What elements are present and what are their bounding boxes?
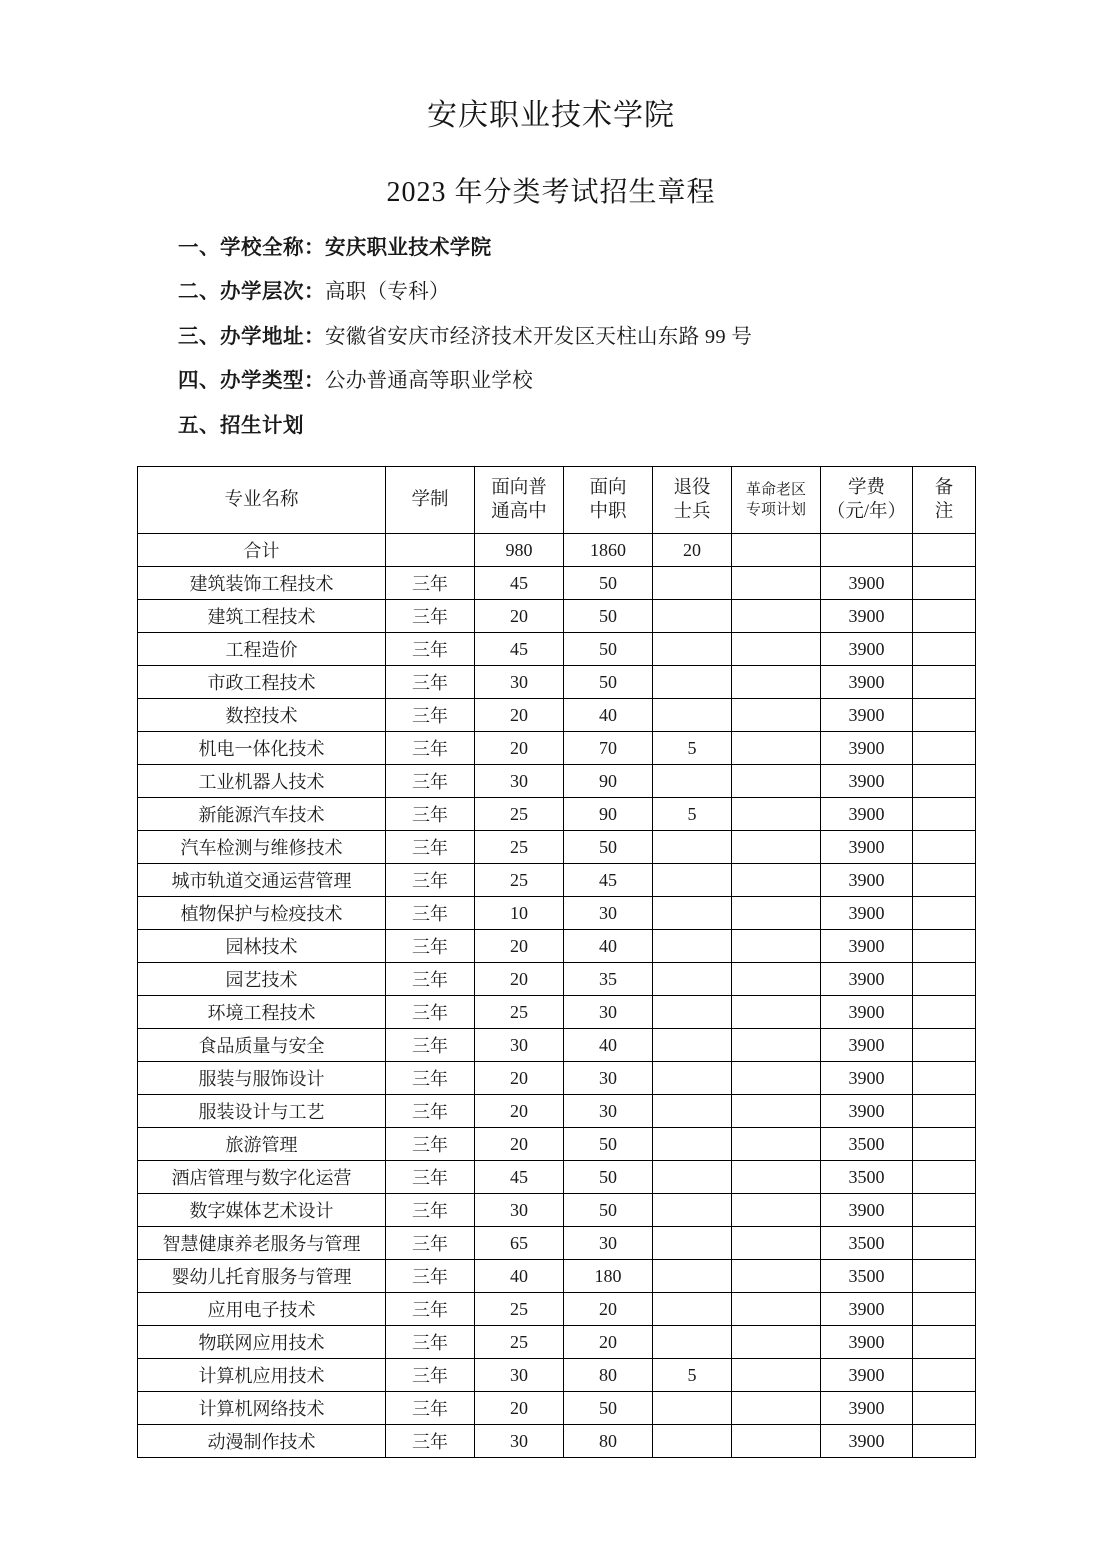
table-row <box>138 1326 976 1359</box>
cell-major: 新能源汽车技术 <box>138 798 386 831</box>
cell-general_high: 20 <box>475 1062 564 1095</box>
cell-length: 三年 <box>386 666 475 699</box>
cell-fee: 3900 <box>821 1326 913 1359</box>
table-header-cell-5: 革命老区 专项计划 <box>732 467 821 534</box>
cell-major: 城市轨道交通运营管理 <box>138 864 386 897</box>
cell-major: 数控技术 <box>138 699 386 732</box>
cell-soldier: 5 <box>653 1359 732 1392</box>
cell-note <box>913 831 976 864</box>
cell-soldier <box>653 864 732 897</box>
cell-general_high: 10 <box>475 897 564 930</box>
cell-major: 动漫制作技术 <box>138 1425 386 1458</box>
cell-length: 三年 <box>386 930 475 963</box>
cell-soldier <box>653 1095 732 1128</box>
cell-general_high: 30 <box>475 1029 564 1062</box>
cell-vocational: 30 <box>564 1227 653 1260</box>
table-header <box>138 467 976 534</box>
cell-fee: 3900 <box>821 963 913 996</box>
cell-major: 智慧健康养老服务与管理 <box>138 1227 386 1260</box>
cell-old_area <box>732 732 821 765</box>
cell-major: 园林技术 <box>138 930 386 963</box>
table-row <box>138 1194 976 1227</box>
cell-soldier <box>653 1293 732 1326</box>
cell-soldier <box>653 963 732 996</box>
cell-old_area <box>732 633 821 666</box>
cell-note <box>913 1194 976 1227</box>
cell-major: 酒店管理与数字化运营 <box>138 1161 386 1194</box>
info-item-label: 二、办学层次： <box>178 281 325 304</box>
cell-vocational: 90 <box>564 765 653 798</box>
cell-fee: 3900 <box>821 798 913 831</box>
cell-general_high: 20 <box>475 1392 564 1425</box>
cell-major: 物联网应用技术 <box>138 1326 386 1359</box>
cell-fee: 3900 <box>821 1095 913 1128</box>
table-row <box>138 831 976 864</box>
cell-note <box>913 1359 976 1392</box>
cell-note <box>913 864 976 897</box>
cell-note <box>913 1227 976 1260</box>
cell-soldier <box>653 1392 732 1425</box>
cell-general_high: 30 <box>475 666 564 699</box>
cell-fee: 3500 <box>821 1260 913 1293</box>
cell-fee: 3900 <box>821 1359 913 1392</box>
cell-old_area <box>732 600 821 633</box>
cell-major: 服装设计与工艺 <box>138 1095 386 1128</box>
cell-note <box>913 963 976 996</box>
cell-vocational: 90 <box>564 798 653 831</box>
cell-soldier: 20 <box>653 534 732 567</box>
cell-major: 市政工程技术 <box>138 666 386 699</box>
cell-soldier <box>653 699 732 732</box>
cell-general_high: 40 <box>475 1260 564 1293</box>
table-row <box>138 633 976 666</box>
cell-fee <box>821 534 913 567</box>
cell-general_high: 30 <box>475 1194 564 1227</box>
admission-plan-table-wrapper <box>0 460 1102 1458</box>
cell-vocational: 45 <box>564 864 653 897</box>
table-row <box>138 1359 976 1392</box>
cell-soldier <box>653 633 732 666</box>
table-header-cell-3: 面向 中职 <box>564 467 653 534</box>
table-row <box>138 1128 976 1161</box>
cell-general_high: 20 <box>475 930 564 963</box>
cell-soldier <box>653 1326 732 1359</box>
cell-vocational: 50 <box>564 831 653 864</box>
cell-old_area <box>732 831 821 864</box>
cell-old_area <box>732 1128 821 1161</box>
table-row <box>138 864 976 897</box>
cell-length: 三年 <box>386 1293 475 1326</box>
cell-vocational: 20 <box>564 1326 653 1359</box>
cell-vocational: 40 <box>564 1029 653 1062</box>
cell-general_high: 45 <box>475 567 564 600</box>
cell-major: 植物保护与检疫技术 <box>138 897 386 930</box>
cell-soldier <box>653 831 732 864</box>
cell-fee: 3900 <box>821 1029 913 1062</box>
cell-soldier <box>653 666 732 699</box>
cell-soldier <box>653 1260 732 1293</box>
cell-vocational: 50 <box>564 1392 653 1425</box>
cell-vocational: 50 <box>564 1161 653 1194</box>
table-row <box>138 1062 976 1095</box>
info-item-label: 五、招生计划 <box>178 414 304 437</box>
cell-soldier <box>653 1227 732 1260</box>
cell-vocational: 40 <box>564 699 653 732</box>
cell-note <box>913 1260 976 1293</box>
cell-vocational: 35 <box>564 963 653 996</box>
cell-vocational: 70 <box>564 732 653 765</box>
cell-major: 旅游管理 <box>138 1128 386 1161</box>
cell-general_high: 20 <box>475 732 564 765</box>
table-row <box>138 1425 976 1458</box>
info-item-4 <box>0 371 1102 392</box>
cell-note <box>913 534 976 567</box>
cell-length: 三年 <box>386 996 475 1029</box>
table-row <box>138 1392 976 1425</box>
table-row <box>138 765 976 798</box>
cell-fee: 3900 <box>821 633 913 666</box>
cell-major: 环境工程技术 <box>138 996 386 1029</box>
cell-vocational: 180 <box>564 1260 653 1293</box>
cell-note <box>913 897 976 930</box>
info-item-label: 一、学校全称： <box>178 236 325 259</box>
cell-fee: 3900 <box>821 1425 913 1458</box>
cell-length: 三年 <box>386 1095 475 1128</box>
table-row <box>138 930 976 963</box>
table-row <box>138 1029 976 1062</box>
info-item-1 <box>0 238 1102 259</box>
cell-major: 工程造价 <box>138 633 386 666</box>
cell-general_high: 30 <box>475 765 564 798</box>
cell-vocational: 40 <box>564 930 653 963</box>
cell-length: 三年 <box>386 1326 475 1359</box>
cell-soldier: 5 <box>653 732 732 765</box>
table-body <box>138 534 976 1458</box>
cell-fee: 3900 <box>821 1293 913 1326</box>
table-row <box>138 666 976 699</box>
cell-length: 三年 <box>386 567 475 600</box>
table-row <box>138 798 976 831</box>
table-header-cell-6: 学费 （元/年） <box>821 467 913 534</box>
cell-length: 三年 <box>386 864 475 897</box>
table-row <box>138 567 976 600</box>
table-row <box>138 897 976 930</box>
cell-length: 三年 <box>386 897 475 930</box>
info-item-5 <box>0 416 1102 437</box>
cell-general_high: 45 <box>475 633 564 666</box>
cell-note <box>913 1062 976 1095</box>
cell-old_area <box>732 897 821 930</box>
cell-fee: 3900 <box>821 897 913 930</box>
cell-general_high: 25 <box>475 798 564 831</box>
cell-fee: 3900 <box>821 930 913 963</box>
cell-general_high: 65 <box>475 1227 564 1260</box>
table-row <box>138 1161 976 1194</box>
cell-major: 汽车检测与维修技术 <box>138 831 386 864</box>
cell-vocational: 80 <box>564 1359 653 1392</box>
page-title: 安庆职业技术学院 <box>427 99 675 132</box>
cell-soldier <box>653 1062 732 1095</box>
cell-soldier <box>653 1128 732 1161</box>
cell-note <box>913 996 976 1029</box>
cell-fee: 3900 <box>821 1194 913 1227</box>
cell-note <box>913 666 976 699</box>
cell-old_area <box>732 996 821 1029</box>
cell-major: 数字媒体艺术设计 <box>138 1194 386 1227</box>
table-header-cell-2: 面向普 通高中 <box>475 467 564 534</box>
cell-general_high: 25 <box>475 864 564 897</box>
cell-vocational: 1860 <box>564 534 653 567</box>
cell-fee: 3900 <box>821 831 913 864</box>
cell-old_area <box>732 963 821 996</box>
cell-length: 三年 <box>386 1260 475 1293</box>
table-header-cell-7: 备 注 <box>913 467 976 534</box>
school-info-list <box>0 210 1102 437</box>
cell-old_area <box>732 1029 821 1062</box>
table-row <box>138 732 976 765</box>
cell-length <box>386 534 475 567</box>
cell-vocational: 50 <box>564 1128 653 1161</box>
cell-length: 三年 <box>386 1392 475 1425</box>
table-row <box>138 1293 976 1326</box>
table-header-cell-1: 学制 <box>386 467 475 534</box>
cell-general_high: 20 <box>475 1128 564 1161</box>
cell-old_area <box>732 1161 821 1194</box>
cell-fee: 3900 <box>821 567 913 600</box>
cell-old_area <box>732 534 821 567</box>
table-row <box>138 1095 976 1128</box>
cell-general_high: 25 <box>475 1326 564 1359</box>
table-row <box>138 1227 976 1260</box>
cell-general_high: 25 <box>475 996 564 1029</box>
cell-old_area <box>732 1227 821 1260</box>
cell-old_area <box>732 666 821 699</box>
cell-general_high: 980 <box>475 534 564 567</box>
cell-note <box>913 1293 976 1326</box>
table-row <box>138 963 976 996</box>
admission-plan-table <box>137 466 976 1458</box>
cell-soldier <box>653 567 732 600</box>
cell-note <box>913 1425 976 1458</box>
cell-note <box>913 930 976 963</box>
cell-general_high: 30 <box>475 1425 564 1458</box>
cell-length: 三年 <box>386 798 475 831</box>
cell-general_high: 45 <box>475 1161 564 1194</box>
cell-vocational: 50 <box>564 567 653 600</box>
cell-fee: 3900 <box>821 600 913 633</box>
cell-length: 三年 <box>386 963 475 996</box>
cell-major: 园艺技术 <box>138 963 386 996</box>
cell-note <box>913 1161 976 1194</box>
cell-general_high: 20 <box>475 963 564 996</box>
info-item-value: 安庆职业技术学院 <box>325 236 492 259</box>
cell-fee: 3500 <box>821 1227 913 1260</box>
cell-soldier <box>653 600 732 633</box>
info-item-value: 公办普通高等职业学校 <box>325 370 533 393</box>
cell-soldier <box>653 765 732 798</box>
cell-note <box>913 633 976 666</box>
cell-soldier <box>653 1194 732 1227</box>
cell-length: 三年 <box>386 1161 475 1194</box>
info-item-label: 三、办学地址： <box>178 325 325 348</box>
cell-length: 三年 <box>386 1227 475 1260</box>
info-item-2 <box>0 282 1102 303</box>
table-row-total <box>138 534 976 567</box>
cell-note <box>913 600 976 633</box>
cell-major: 合计 <box>138 534 386 567</box>
cell-fee: 3900 <box>821 699 913 732</box>
cell-length: 三年 <box>386 1359 475 1392</box>
table-row <box>138 699 976 732</box>
cell-old_area <box>732 1062 821 1095</box>
cell-note <box>913 699 976 732</box>
info-item-value: 安徽省安庆市经济技术开发区天柱山东路 99 号 <box>325 325 753 348</box>
cell-fee: 3900 <box>821 996 913 1029</box>
cell-note <box>913 567 976 600</box>
cell-soldier <box>653 897 732 930</box>
info-item-3 <box>0 327 1102 348</box>
cell-major: 建筑装饰工程技术 <box>138 567 386 600</box>
table-header-cell-0: 专业名称 <box>138 467 386 534</box>
cell-vocational: 50 <box>564 666 653 699</box>
cell-soldier <box>653 996 732 1029</box>
table-header-row <box>138 467 976 534</box>
cell-old_area <box>732 1095 821 1128</box>
cell-note <box>913 1128 976 1161</box>
cell-old_area <box>732 930 821 963</box>
cell-length: 三年 <box>386 633 475 666</box>
cell-note <box>913 765 976 798</box>
cell-vocational: 30 <box>564 1095 653 1128</box>
table-row <box>138 600 976 633</box>
cell-old_area <box>732 798 821 831</box>
cell-old_area <box>732 1260 821 1293</box>
cell-fee: 3500 <box>821 1161 913 1194</box>
cell-fee: 3500 <box>821 1128 913 1161</box>
cell-length: 三年 <box>386 831 475 864</box>
cell-vocational: 30 <box>564 1062 653 1095</box>
cell-length: 三年 <box>386 1128 475 1161</box>
cell-general_high: 20 <box>475 600 564 633</box>
cell-fee: 3900 <box>821 666 913 699</box>
cell-fee: 3900 <box>821 864 913 897</box>
cell-length: 三年 <box>386 1029 475 1062</box>
cell-old_area <box>732 567 821 600</box>
cell-general_high: 20 <box>475 699 564 732</box>
cell-major: 婴幼儿托育服务与管理 <box>138 1260 386 1293</box>
cell-fee: 3900 <box>821 732 913 765</box>
cell-length: 三年 <box>386 600 475 633</box>
cell-soldier: 5 <box>653 798 732 831</box>
cell-length: 三年 <box>386 1425 475 1458</box>
cell-note <box>913 732 976 765</box>
cell-major: 服装与服饰设计 <box>138 1062 386 1095</box>
cell-soldier <box>653 930 732 963</box>
cell-vocational: 50 <box>564 600 653 633</box>
cell-fee: 3900 <box>821 1062 913 1095</box>
cell-length: 三年 <box>386 765 475 798</box>
cell-soldier <box>653 1161 732 1194</box>
cell-length: 三年 <box>386 699 475 732</box>
cell-old_area <box>732 699 821 732</box>
cell-major: 食品质量与安全 <box>138 1029 386 1062</box>
cell-general_high: 25 <box>475 1293 564 1326</box>
cell-general_high: 25 <box>475 831 564 864</box>
cell-note <box>913 798 976 831</box>
cell-old_area <box>732 1194 821 1227</box>
info-item-value: 高职（专科） <box>325 281 450 304</box>
cell-old_area <box>732 864 821 897</box>
cell-note <box>913 1392 976 1425</box>
cell-old_area <box>732 765 821 798</box>
cell-vocational: 50 <box>564 633 653 666</box>
cell-soldier <box>653 1029 732 1062</box>
cell-length: 三年 <box>386 732 475 765</box>
cell-old_area <box>732 1293 821 1326</box>
cell-old_area <box>732 1425 821 1458</box>
cell-note <box>913 1029 976 1062</box>
cell-length: 三年 <box>386 1194 475 1227</box>
cell-major: 计算机网络技术 <box>138 1392 386 1425</box>
cell-fee: 3900 <box>821 765 913 798</box>
cell-fee: 3900 <box>821 1392 913 1425</box>
cell-soldier <box>653 1425 732 1458</box>
cell-general_high: 20 <box>475 1095 564 1128</box>
info-item-label: 四、办学类型： <box>178 370 325 393</box>
cell-general_high: 30 <box>475 1359 564 1392</box>
cell-major: 工业机器人技术 <box>138 765 386 798</box>
cell-major: 应用电子技术 <box>138 1293 386 1326</box>
table-header-cell-4: 退役 士兵 <box>653 467 732 534</box>
cell-vocational: 80 <box>564 1425 653 1458</box>
cell-major: 机电一体化技术 <box>138 732 386 765</box>
cell-vocational: 20 <box>564 1293 653 1326</box>
cell-old_area <box>732 1326 821 1359</box>
page-subtitle: 2023 年分类考试招生章程 <box>386 177 716 208</box>
table-row <box>138 1260 976 1293</box>
cell-length: 三年 <box>386 1062 475 1095</box>
cell-note <box>913 1326 976 1359</box>
cell-old_area <box>732 1392 821 1425</box>
cell-old_area <box>732 1359 821 1392</box>
cell-major: 建筑工程技术 <box>138 600 386 633</box>
cell-vocational: 30 <box>564 897 653 930</box>
table-row <box>138 996 976 1029</box>
cell-vocational: 30 <box>564 996 653 1029</box>
cell-note <box>913 1095 976 1128</box>
cell-vocational: 50 <box>564 1194 653 1227</box>
cell-major: 计算机应用技术 <box>138 1359 386 1392</box>
